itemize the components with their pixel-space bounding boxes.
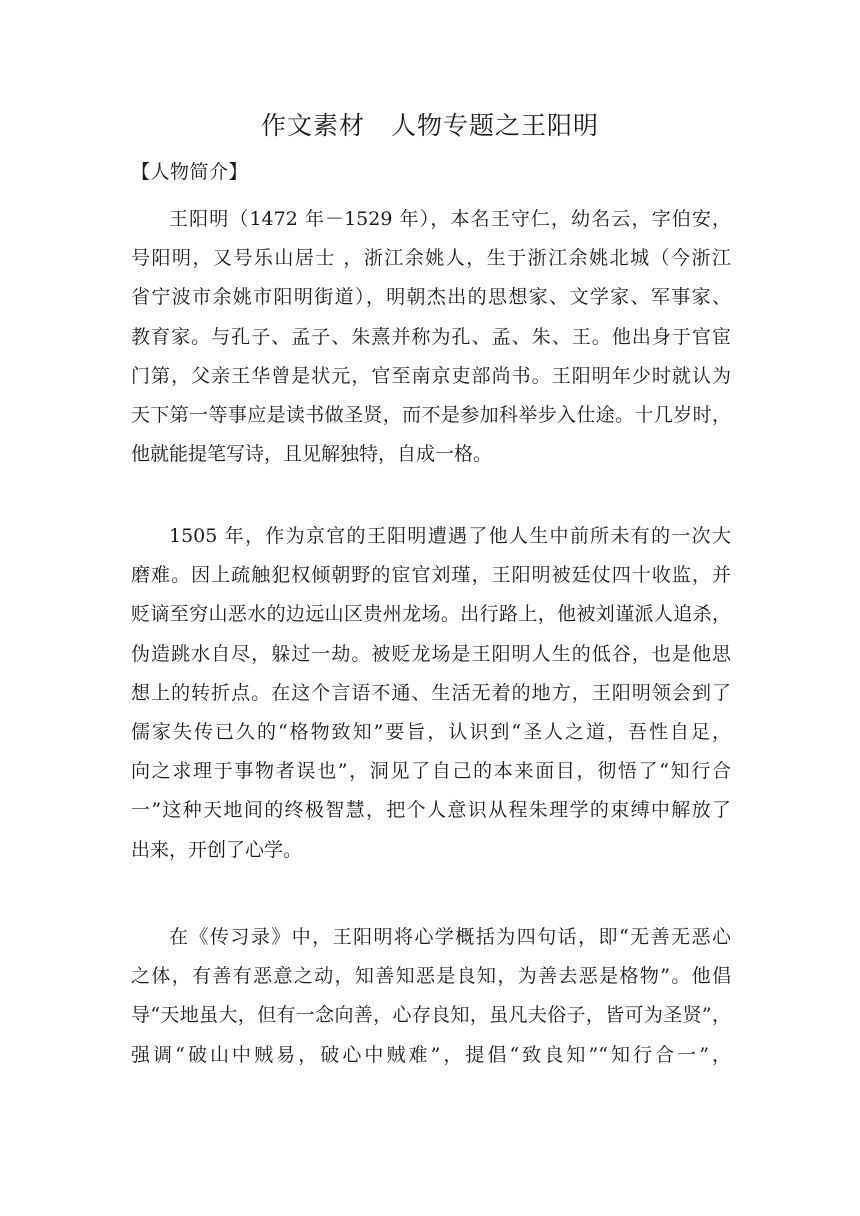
paragraph-line: 之体，有善有恶意之动，知善知恶是良知，为善去恶是格物”。他倡 [131,965,731,988]
paragraph-line: 王阳明（1472 年－1529 年），本名王守仁，幼名云，字伯安， [169,208,731,230]
paragraph-1 [131,200,731,474]
paragraph-line: 天下第一等事应是读书做圣贤，而不是参加科举步入仕途。十几岁时， [131,403,731,426]
paragraph-2 [131,517,731,870]
paragraph-line: 贬谪至穷山恶水的边远山区贵州龙场。出行路上，他被刘谨派人追杀， [131,603,731,626]
paragraph-line: 伪造跳水自尽，躲过一劫。被贬龙场是王阳明人生的低谷，也是他思 [131,642,731,665]
paragraph-line: 儒家失传已久的“格物致知”要旨，认识到“圣人之道，吾性自足， [131,720,731,743]
paragraph-line: 磨难。因上疏触犯权倾朝野的宦官刘瑾，王阳明被廷仗四十收监，并 [131,564,731,587]
paragraph-line: 门第，父亲王华曾是状元，官至南京吏部尚书。王阳明年少时就认为 [131,364,731,387]
paragraph-line: 他就能提笔写诗，且见解独特，自成一格。 [131,443,493,466]
document-title: 作文素材 人物专题之王阳明 [260,111,599,140]
paragraph-line: 在《传习录》中，王阳明将心学概括为四句话，即“无善无恶心 [169,926,731,948]
paragraph-line: 向之求理于事物者误也”，洞见了自己的本来面目，彻悟了“知行合 [131,760,731,783]
paragraph-line: 省宁波市余姚市阳明街道），明朝杰出的思想家、文学家、军事家、 [131,286,731,309]
paragraph-line: 一”这种天地间的终极智慧，把个人意识从程朱理学的束缚中解放了 [131,799,731,822]
paragraph-line: 导“天地虽大，但有一念向善，心存良知，虽凡夫俗子，皆可为圣贤”， [131,1004,731,1027]
paragraph-line: 强调“破山中贼易，破心中贼难”，提倡“致良知”“知行合一”， [131,1043,731,1066]
paragraph-line: 教育家。与孔子、孟子、朱熹并称为孔、孟、朱、王。他出身于官宦 [131,325,731,348]
section-heading: 【人物简介】 [131,161,249,183]
paragraph-line: 出来，开创了心学。 [131,838,303,861]
paragraph-line: 1505 年，作为京官的王阳明遭遇了他人生中前所未有的一次大 [169,525,731,547]
paragraph-3 [131,918,731,1075]
paragraph-line: 想上的转折点。在这个言语不通、生活无着的地方，王阳明领会到了 [131,681,731,704]
paragraph-line: 号阳明，又号乐山居士 ，浙江余姚人，生于浙江余姚北城（今浙江 [131,247,731,270]
